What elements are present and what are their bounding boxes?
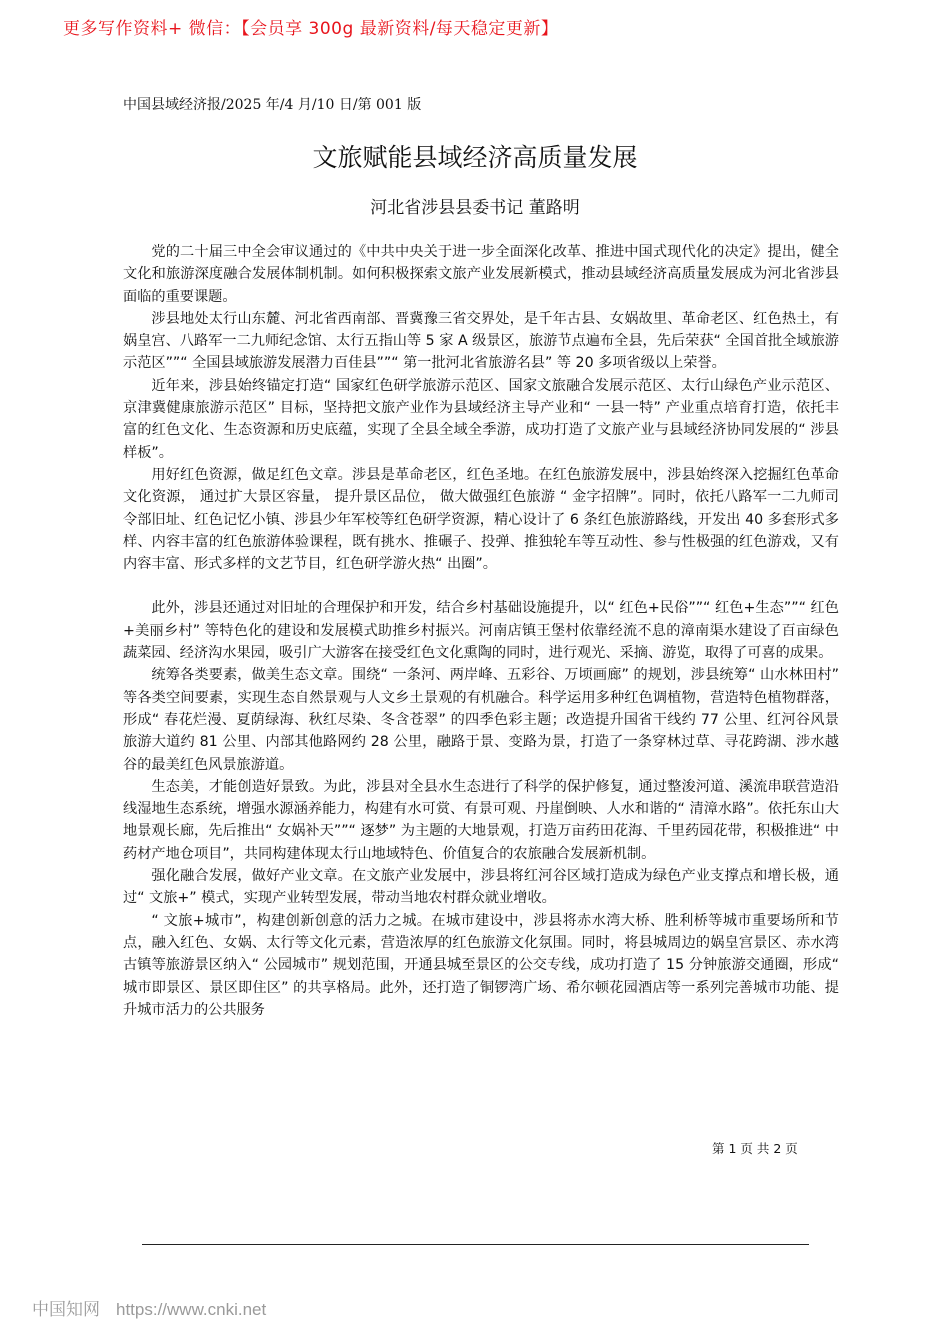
source-line: 中国县域经济报/2025 年/4 月/10 日/第 001 版 [123,97,422,113]
footer-divider [142,1244,809,1245]
author-line: 河北省涉县县委书记 董路明 [370,198,580,218]
paragraph: 用好红色资源，做足红色文章。涉县是革命老区，红色圣地。在红色旅游发展中，涉县始终深入挖掘红色革命文化资源， 通过扩大景区容量， 提升景区品位， 做大做强红色旅游 “ 金字招牌”。同时，依托八路军一二九师司令部旧址、红色记忆小镇、涉县少年军校等红色研学资源，精心设计了 6 条红色旅游路线，开发出 40 多套形式多样、内容丰富的红色旅游体验课程，既有挑水、推碾子、投弹、推独轮车等互动性、参与性极强的红色游戏，又有内容丰富、形式多样的文艺节目，红色研学游火热“ 出圈”。 [123,466,839,573]
paragraph: 此外，涉县还通过对旧址的合理保护和开发，结合乡村基础设施提升，以“ 红色+民俗””“ 红色+生态””“ 红色+美丽乡村” 等特色化的建设和发展模式助推乡村振兴。河南店镇王堡村依靠经流不息的漳南渠水建设了百亩绿色蔬菜园、经济沟水果园，吸引广大游客在接受红色文化熏陶的同时，进行观光、采摘、游览，取得了可喜的成果。 [123,600,839,662]
article-title: 文旅赋能县域经济高质量发展 [312,143,638,172]
promo-banner: 更多写作资料+ 微信：【会员享 300g 最新资料/每天稳定更新】 [63,19,559,39]
paragraph: 生态美，才能创造好景致。为此，涉县对全县水生态进行了科学的保护修复，通过整浚河道、溪流串联营造沿线湿地生态系统，增强水源涵养能力，构建有水可赏、有景可观、丹崖倒映、人水和谐的“ 清漳水路”。依托东山大地景观长廊，先后推出“ 女娲补天””“ 逐梦” 为主题的大地景观，打造万亩药田花海、千里药园花带，积极推进“ 中药材产地仓项目”，共同构建体现太行山地域特色、价值复合的农旅融合发展新机制。 [123,778,839,862]
paragraph: 党的二十届三中全会审议通过的《中共中央关于进一步全面深化改革、推进中国式现代化的决定》提出，健全文化和旅游深度融合发展体制机制。如何积极探索文旅产业发展新模式，推动县域经济高质量发展成为河北省涉县面临的重要课题。 [123,244,839,305]
article-body [123,241,839,1021]
paragraph: 统筹各类要素，做美生态文章。围绕“ 一条河、两岸峰、五彩谷、万顷画廊” 的规划，涉县统筹“ 山水林田村” 等各类空间要素，实现生态自然景观与人文乡土景观的有机融合。科学运用多种红色调植物，营造特色植物群落，形成“ 春花烂漫、夏荫绿海、秋红尽染、冬含苍翠” 的四季色彩主题；改造提升国省干线约 77 公里、红河谷风景旅游大道约 81 公里、内部其他路网约 28 公里，融路于景、变路为景，打造了一条穿林过草、寻花跨湖、涉水越谷的最美红色风景旅游道。 [123,667,839,773]
page-indicator: 第 1 页 共 2 页 [712,1141,798,1156]
author-line-wrap [0,193,950,218]
paragraph: 涉县地处太行山东麓、河北省西南部、晋冀豫三省交界处，是千年古县、女娲故里、革命老区、红色热土，有娲皇宫、八路军一二九师纪念馆、太行五指山等 5 家 A 级景区，旅游节点遍布全县，先后荣获“ 全国首批全域旅游示范区””“ 全国县域旅游发展潜力百佳县””“ 第一批河北省旅游名县” 等 20 多项省级以上荣誉。 [123,310,839,372]
paragraph: “ 文旅+城市”，构建创新创意的活力之城。在城市建设中，涉县将赤水湾大桥、胜利桥等城市重要场所和节点，融入红色、女娲、太行等文化元素，营造浓厚的红色旅游文化氛围。同时，将县城周边的娲皇宫景区、赤水湾古镇等旅游景区纳入“ 公园城市” 规划范围，开通县城至景区的公交专线，成功打造了 15 分钟旅游交通圈，形成“ 城市即景区、景区即住区” 的共享格局。此外，还打造了铜锣湾广场、希尔顿花园酒店等一系列完善城市功能、提升城市活力的公共服务 [123,912,839,1018]
paragraph: 强化融合发展，做好产业文章。在文旅产业发展中，涉县将红河谷区域打造成为绿色产业支撑点和增长极，通过“ 文旅+” 模式，实现产业转型发展，带动当地农村群众就业增收。 [123,868,839,907]
cnki-url: https://www.cnki.net [116,1300,267,1319]
paragraph: 近年来，涉县始终锚定打造“ 国家红色研学旅游示范区、国家文旅融合发展示范区、太行山绿色产业示范区、京津冀健康旅游示范区” 目标，坚持把文旅产业作为县域经济主导产业和“ 一县一特” 产业重点培育打造，依托丰富的红色文化、生态资源和历史底蕴，实现了全县全域全季游，成功打造了文旅产业与县域经济协同发展的“ 涉县样板”。 [123,377,839,461]
article-title-wrap [0,138,950,174]
cnki-watermark [32,1295,266,1320]
cnki-brand: 中国知网 [32,1300,100,1319]
